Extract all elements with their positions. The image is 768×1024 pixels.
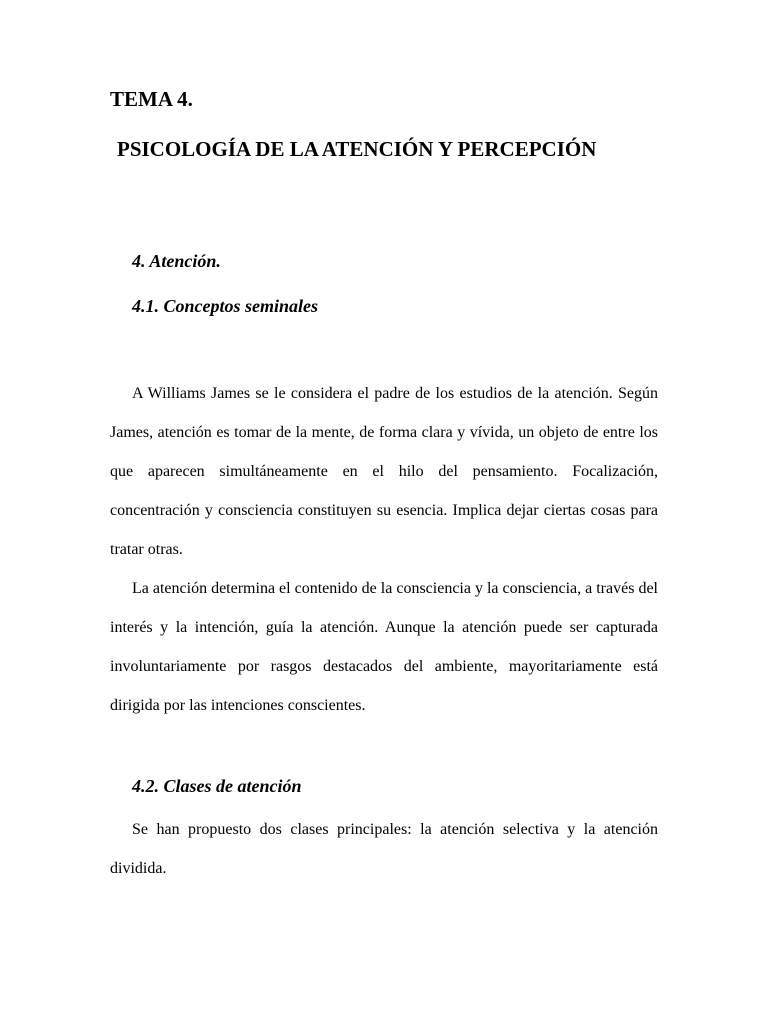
paragraph-atencion-consciencia: La atención determina el contenido de la consciencia y la consciencia, a través del interés y la intención, guía la atención. Aunque la atención puede ser capturada involuntariamente por rasgos destacados del ambiente, mayoritariamente está dirigida por las intenciones conscientes.	[110, 580, 658, 714]
section-heading-atencion: 4. Atención.	[132, 251, 221, 271]
paragraph-william-james: A Williams James se le considera el padre de los estudios de la atención. Según James, atención es tomar de la mente, de forma clara y vívida, un objeto de entre los que aparecen simultáneamente en el hilo del pensamiento. Focalización, concentración y consciencia constituyen su esencia. Implica dejar ciertas cosas para tratar otras.	[110, 385, 658, 558]
paragraph-clases: Se han propuesto dos clases principales: la atención selectiva y la atención dividida.	[110, 821, 658, 877]
chapter-title: PSICOLOGÍA DE LA ATENCIÓN Y PERCEPCIÓN	[117, 137, 597, 161]
chapter-number: TEMA 4.	[110, 87, 193, 111]
subsection-heading-conceptos: 4.1. Conceptos seminales	[132, 296, 319, 316]
subsection-heading-clases: 4.2. Clases de atención	[132, 776, 302, 796]
